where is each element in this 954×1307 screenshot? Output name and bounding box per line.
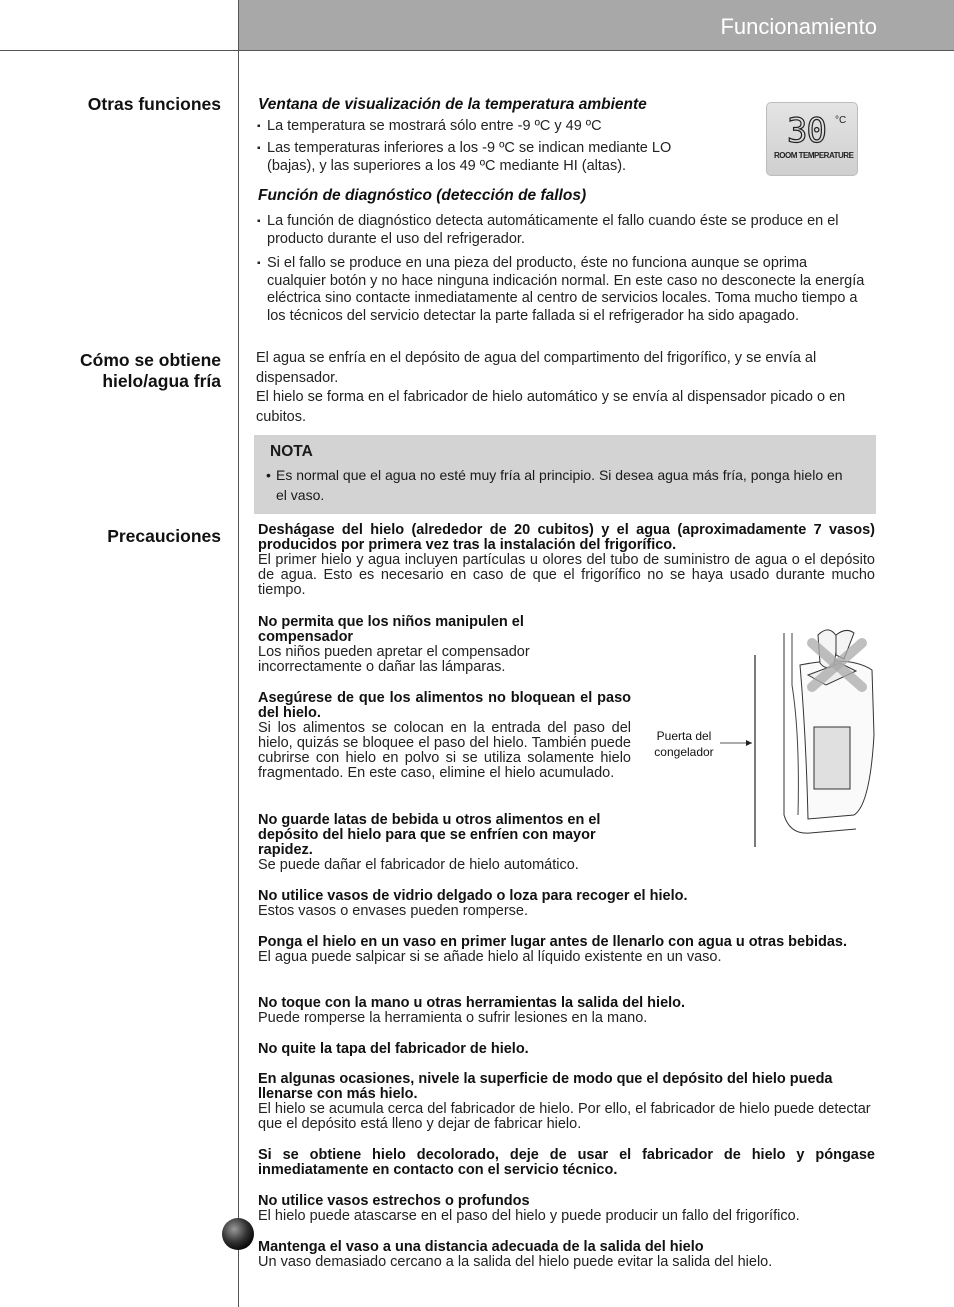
precaution-item: No guarde latas de bebida u otros alimentos en el depósito del hielo para que se enfríen con mayor rapidez. Se puede dañar el fabricador de hielo automático. — [258, 812, 601, 873]
section-label-otras: Otras funciones — [87, 94, 221, 114]
precaution-item: En algunas ocasiones, nivele la superficie de modo que el depósito del hielo pueda llenarse con más hielo. El hielo se acumula cerca del fabricador de hielo. Por ello, el fabricador de hielo puede detectar que el depósito está lleno y dejar de fabricar hielo. — [258, 1071, 871, 1132]
section-label-precauciones: Precauciones — [107, 526, 221, 546]
freezer-door-label: Puerta del congelador — [654, 729, 714, 759]
page-bullet-decoration — [222, 1218, 254, 1250]
precaution-item: Si se obtiene hielo decolorado, deje de usar el fabricador de hielo y póngase inmediatamente en contacto con el servicio técnico. — [258, 1147, 875, 1178]
diag-bullet-2: ▪ Si el fallo se produce en una pieza del producto, éste no funciona aunque se oprima cualquier botón y no hace ninguna indicación normal. En este caso no desconecte la energía eléctrica sino contacte inmediatamente al centro de servicios locales. Toma mucho tiempo a los técnicos del servicio detectar la parte fallada si el refrigerador ha sido apagado. — [257, 255, 867, 325]
note-box — [254, 435, 876, 514]
diag-bullet-1: ▪ La función de diagnóstico detecta automáticamente el fallo cuando éste se produce en el producto durante el uso del refrigerador. — [257, 213, 867, 248]
header-bar — [238, 0, 954, 51]
precaution-item: Deshágase del hielo (alrededor de 20 cubitos) y el agua (aproximadamente 7 vasos) producidos por primera vez tras la instalación del frigorífico. El primer hielo y agua incluyen partículas u olores del tubo de suministro de agua o el depósito de agua. Esto es necesario en caso de que el frigorífico no se haya usado durante mucho tiempo. — [258, 522, 875, 598]
column-divider — [238, 0, 239, 1307]
temp-bullet-2: ▪ Las temperaturas inferiores a los -9 ºC se indican mediante LO (bajas), y las superiores a los 49 ºC mediante HI (altas). — [257, 140, 747, 175]
display-unit: °C — [835, 115, 847, 126]
precaution-item: Ponga el hielo en un vaso en primer lugar antes de llenarlo con agua u otras bebidas. El agua puede salpicar si se añade hielo al líquido existente en un vaso. — [258, 934, 848, 965]
header-left-blank — [0, 0, 238, 51]
section-label-hielo: Cómo se obtiene hielo/agua fría — [80, 350, 221, 391]
note-title: NOTA — [270, 443, 313, 460]
temp-subtitle: Ventana de visualización de la temperatura ambiente — [258, 96, 647, 113]
diag-subtitle: Función de diagnóstico (detección de fallos) — [258, 187, 587, 204]
precaution-item: No quite la tapa del fabricador de hielo. — [258, 1041, 529, 1057]
precaution-item: No toque con la mano u otras herramientas la salida del hielo. Puede romperse la herramienta o sufrir lesiones en la mano. — [258, 995, 686, 1026]
page-title: Funcionamiento — [720, 14, 877, 39]
ice-paragraph-1: El agua se enfría en el depósito de agua del compartimento del frigorífico, y se envía al dispensador. — [256, 350, 817, 386]
precaution-item: Asegúrese de que los alimentos no bloquean el paso del hielo. Si los alimentos se colocan en la entrada del paso del hielo, quizás se bloquee el paso del hielo. También puede cubrirse con hielo en polvo si se utiliza solamente hielo fragmentado. En este caso, elimine el hielo acumulado. — [258, 690, 631, 781]
ice-paragraph-2: El hielo se forma en el fabricador de hielo automático y se envía al dispensador picado o en cubitos. — [256, 389, 846, 425]
precaution-item: No utilice vasos de vidrio delgado o loza para recoger el hielo. Estos vasos o envases pueden romperse. — [258, 888, 688, 919]
display-label: ROOM TEMPERATURE — [774, 151, 854, 160]
note-text: • Es normal que el agua no esté muy fría al principio. Si desea agua más fría, ponga hielo en el vaso. — [276, 466, 856, 505]
precaution-item: No utilice vasos estrechos o profundos El hielo puede atascarse en el paso del hielo y puede producir un fallo del frigorífico. — [258, 1193, 800, 1224]
precaution-item: Mantenga el vaso a una distancia adecuada de la salida del hielo Un vaso demasiado cercano a la salida del hielo puede evitar la salida del hielo. — [258, 1239, 773, 1270]
room-temperature-display — [766, 102, 858, 176]
temp-bullet-1: ▪ La temperatura se mostrará sólo entre -9 ºC y 49 ºC — [257, 118, 747, 136]
precaution-item: No permita que los niños manipulen el compensador Los niños pueden apretar el compensador incorrectamente o dañar las lámparas. — [258, 614, 530, 675]
display-digits: 30 — [787, 111, 826, 151]
